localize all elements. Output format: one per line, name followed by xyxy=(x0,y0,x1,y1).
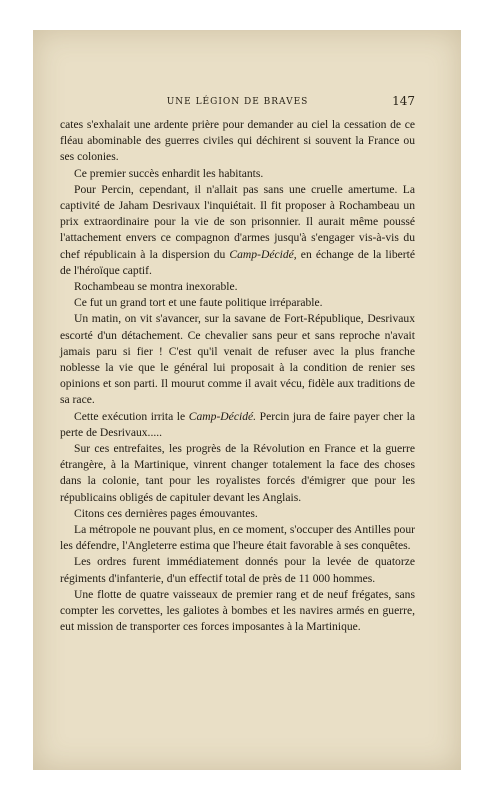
text-run: Pour Percin, cependant, il n'allait pas sans une cruelle amertume. La captivité de Jaham Desrivaux l'inquiétait. Il fit proposer à Rochambeau un prix extraordinaire pour la vie de son prisonnier. Il aurait même poussé l'attachement envers ce compagnon d'armes jusqu'à s'engager vis-à-vis du chef républicain à la dispersion du xyxy=(60,182,415,261)
paragraph: La métropole ne pouvant plus, en ce moment, s'occuper des Antilles pour les défendre, l'Angleterre estima que l'heure était favorable à ses conquêtes. xyxy=(60,523,415,553)
paragraph xyxy=(60,409,415,441)
text-run: Cette exécution irrita le xyxy=(74,409,186,423)
italic-place-name: Camp-Décidé. xyxy=(188,409,257,423)
paragraph: Une flotte de quatre vaisseaux de premier rang et de neuf frégates, sans compter les corvettes, les galiotes à bombes et les navires armés en guerre, eut mission de transporter ces forces imposantes à la Martinique. xyxy=(60,587,415,634)
paragraph: Les ordres furent immédiatement donnés pour la levée de quatorze régiments d'infanterie, d'un effectif total de près de 11 000 hommes. xyxy=(60,555,415,585)
paragraph: Sur ces entrefaites, les progrès de la Révolution en France et la guerre étrangère, à la Martinique, vinrent changer totalement la face des choses dans la colonie, tant pour les royalistes forcés d'émigrer que pour les républicains obligés de capituler devant les Anglais. xyxy=(60,442,415,504)
paragraph: Un matin, on vit s'avancer, sur la savane de Fort-République, Desrivaux escorté d'un détachement. Ce chevalier sans peur et sans reproche n'avait jamais paru si fier ! C'est qu'il venait de refuser avec la plus franche noblesse la vie que le général lui proposait à la condition de renier ses opinions et son parti. Il mourut comme il avait vécu, fidèle aux traditions de sa race. xyxy=(60,312,415,407)
page-number: 147 xyxy=(392,94,415,108)
paragraph: Citons ces dernières pages émouvantes. xyxy=(74,506,258,520)
page-body xyxy=(60,117,415,636)
paragraph: cates s'exhalait une ardente prière pour demander au ciel la cessation de ce fléau abominable des guerres civiles qui déchirent si souvent la France ou ses colonies. xyxy=(60,118,415,164)
italic-place-name: Camp-Décidé, xyxy=(229,247,297,261)
paragraph: Rochambeau se montra inexorable. xyxy=(74,280,238,294)
text-run: en échange de la liberté de l'héroïque captif. xyxy=(60,247,415,277)
running-title: UNE LÉGION DE BRAVES xyxy=(166,97,309,107)
paragraph: Ce premier succès enhardit les habitants. xyxy=(74,166,264,180)
text-run: Percin jura de faire payer cher la perte de Desrivaux..... xyxy=(60,409,415,439)
paragraph: Ce fut un grand tort et une faute politique irréparable. xyxy=(74,296,323,310)
paragraph xyxy=(60,182,415,279)
page-header xyxy=(60,95,415,111)
